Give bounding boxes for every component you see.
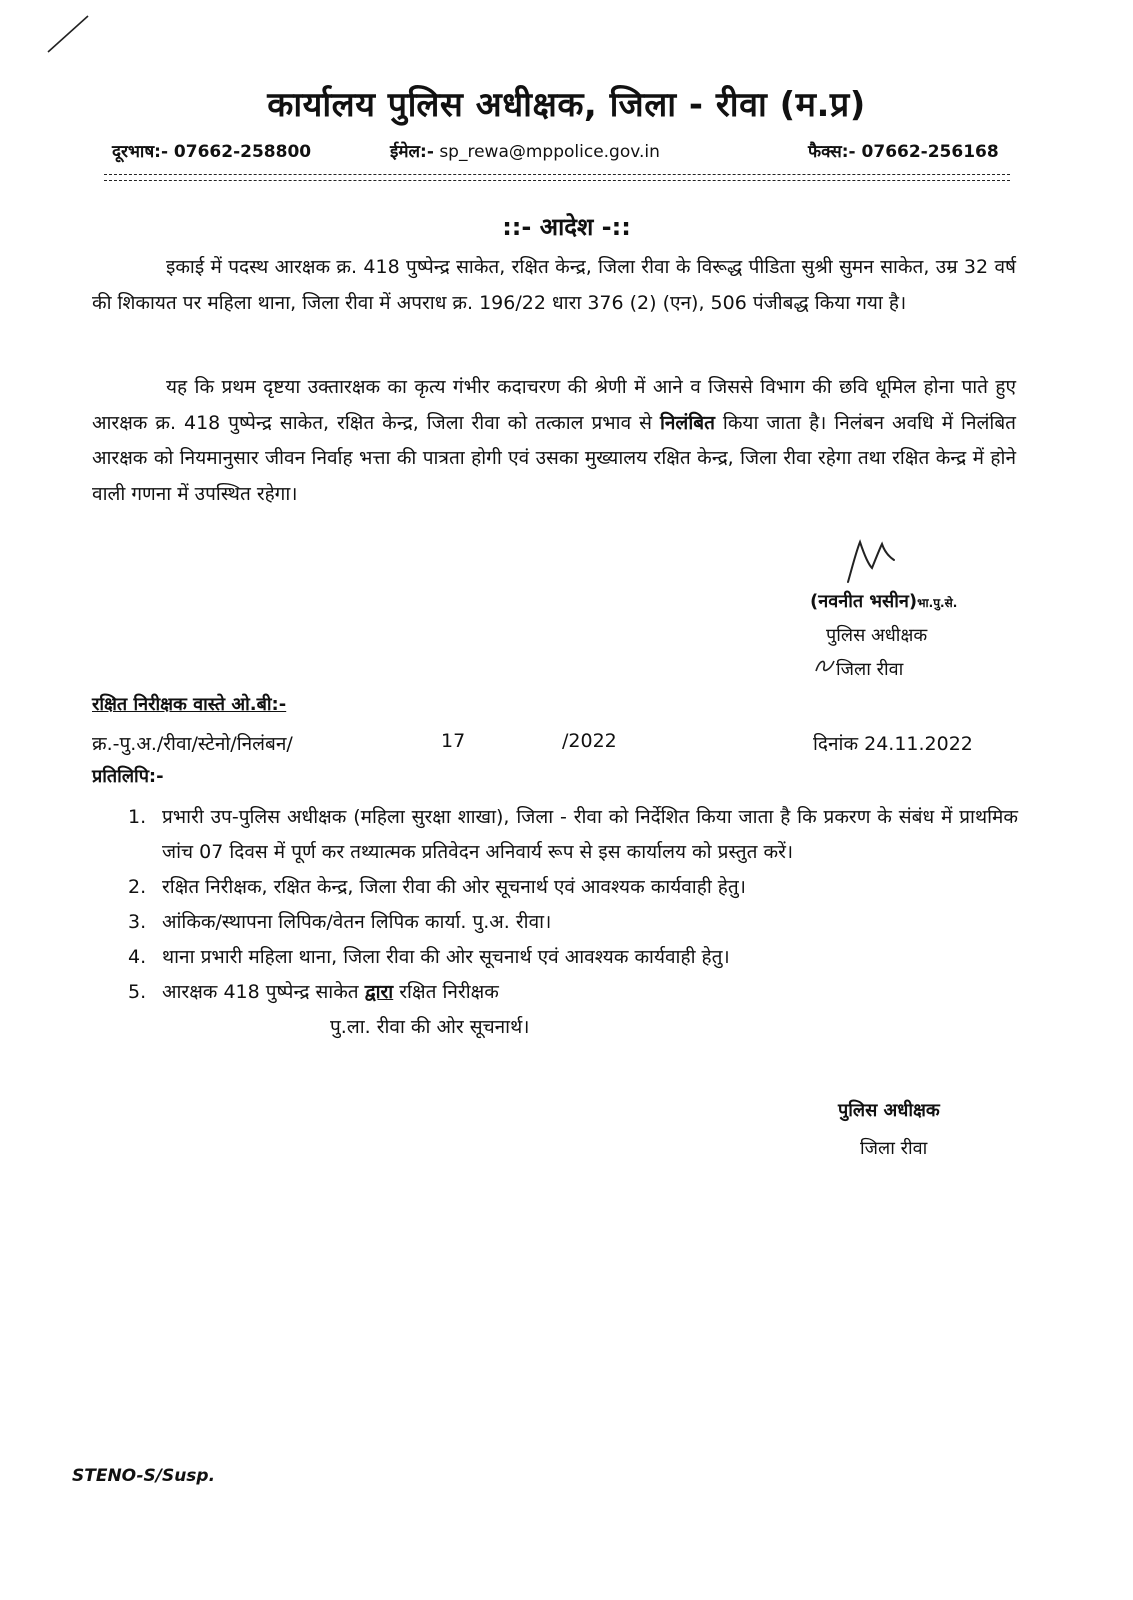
office-fax: फैक्स:- 07662-256168 xyxy=(808,142,999,162)
reference-prefix: क्र.-पु.अ./रीवा/स्टेनो/निलंबन/ xyxy=(92,733,293,755)
list-item-number: 2. xyxy=(128,876,147,898)
signatory-district-text: जिला रीवा xyxy=(836,659,904,680)
list-item-continuation: पु.ला. रीवा की ओर सूचनार्थ। xyxy=(330,1016,530,1038)
signatory-name-text: (नवनीत भसीन) xyxy=(810,591,918,612)
office-title: कार्यालय पुलिस अधीक्षक, जिला - रीवा (म.प्र) xyxy=(267,85,866,125)
list-item-text: थाना प्रभारी महिला थाना, जिला रीवा की ओर सूचनार्थ एवं आवश्यक कार्यवाही हेतु। xyxy=(162,946,730,968)
list-item xyxy=(128,905,1018,940)
handwritten-signature xyxy=(842,538,898,584)
reference-number: 17 xyxy=(441,730,466,752)
copy-heading: प्रतिलिपि:- xyxy=(92,766,164,787)
list-item-number: 5. xyxy=(128,981,147,1003)
paragraph-2-part-a: यह कि प्रथम दृष्टया उक्तारक्षक का कृत्य गंभीर कदाचरण की श्रेणी में आने व जिससे विभाग की छवि धूमिल होना पाते हुए आरक्षक क्र. 418 पुष्पेन्द्र साकेत, रक्षित केन्द्र, जिला रीवा को तत्काल प्रभाव से xyxy=(92,376,1016,434)
email-address: sp_rewa@mppolice.gov.in xyxy=(439,142,660,162)
list-item-text: प्रभारी उप-पुलिस अधीक्षक (महिला सुरक्षा शाखा), जिला - रीवा को निर्देशित किया जाता है कि प्रकरण के संबंध में प्राथमिक जांच 07 दिवस में पूर्ण कर तथ्यात्मक प्रतिवेदन अनिवार्य रूप से इस कार्यालय को प्रस्तुत करें। xyxy=(162,806,1018,863)
signatory-service: भा.पु.से. xyxy=(917,596,958,610)
handwritten-tick-mark xyxy=(46,14,90,54)
steno-reference: STENO-S/Susp. xyxy=(72,1466,216,1486)
list-item-number: 4. xyxy=(128,946,147,968)
footer-designation: पुलिस अधीक्षक xyxy=(838,1100,940,1121)
order-paragraph-1: इकाई में पदस्थ आरक्षक क्र. 418 पुष्पेन्द्र साकेत, रक्षित केन्द्र, जिला रीवा के विरूद्ध पीडिता सुश्री सुमन साकेत, उम्र 32 वर्ष की शिकायत पर महिला थाना, जिला रीवा में अपराध क्र. 196/22 धारा 376 (2) (एन), 506 पंजीबद्ध किया गया है। xyxy=(92,256,1016,314)
office-email xyxy=(390,139,660,162)
list-item xyxy=(128,870,1018,905)
list-item-number: 1. xyxy=(128,806,147,828)
list-item xyxy=(128,940,1018,975)
reference-date: दिनांक 24.11.2022 xyxy=(813,733,973,755)
list-item-text-a: आरक्षक 418 पुष्पेन्द्र साकेत xyxy=(162,981,359,1003)
paragraph-2-part-b: किया जाता है। निलंबन अवधि में निलंबित आरक्षक को नियमानुसार जीवन निर्वाह भत्ता की पात्रता होगी एवं उसका मुख्यालय रक्षित केन्द्र, जिला रीवा रहेगा तथा रक्षित केन्द्र में होने वाली गणना में उपस्थित रहेगा। xyxy=(92,411,1016,505)
order-heading: ::- आदेश -:: xyxy=(502,213,631,241)
reference-year: /2022 xyxy=(562,730,617,752)
list-item xyxy=(128,800,1018,870)
list-item-text: रक्षित निरीक्षक, रक्षित केन्द्र, जिला रीवा की ओर सूचनार्थ एवं आवश्यक कार्यवाही हेतु। xyxy=(162,876,746,898)
signatory-designation: पुलिस अधीक्षक xyxy=(826,625,928,646)
header-divider-top xyxy=(104,174,1010,175)
signatory-district xyxy=(814,654,1024,686)
email-label: ईमेल:- xyxy=(390,142,434,162)
list-item-text: आंकिक/स्थापना लिपिक/वेतन लिपिक कार्या. पु.अ. रीवा। xyxy=(162,911,552,933)
list-item-underlined: द्वारा xyxy=(364,981,394,1003)
order-paragraph-2 xyxy=(92,370,1016,512)
header-divider-bottom xyxy=(104,180,1010,181)
office-phone: दूरभाष:- 07662-258800 xyxy=(112,142,312,162)
list-item-text-b: रक्षित निरीक्षक xyxy=(399,981,499,1003)
list-item xyxy=(128,975,1018,1045)
initial-mark xyxy=(814,655,836,675)
ob-heading: रक्षित निरीक्षक वास्ते ओ.बी:- xyxy=(92,694,287,715)
suspended-keyword: निलंबित xyxy=(659,411,715,434)
footer-district: जिला रीवा xyxy=(860,1138,928,1159)
list-item-number: 3. xyxy=(128,911,147,933)
signatory-name xyxy=(810,586,1020,619)
copy-list xyxy=(128,800,1018,1045)
